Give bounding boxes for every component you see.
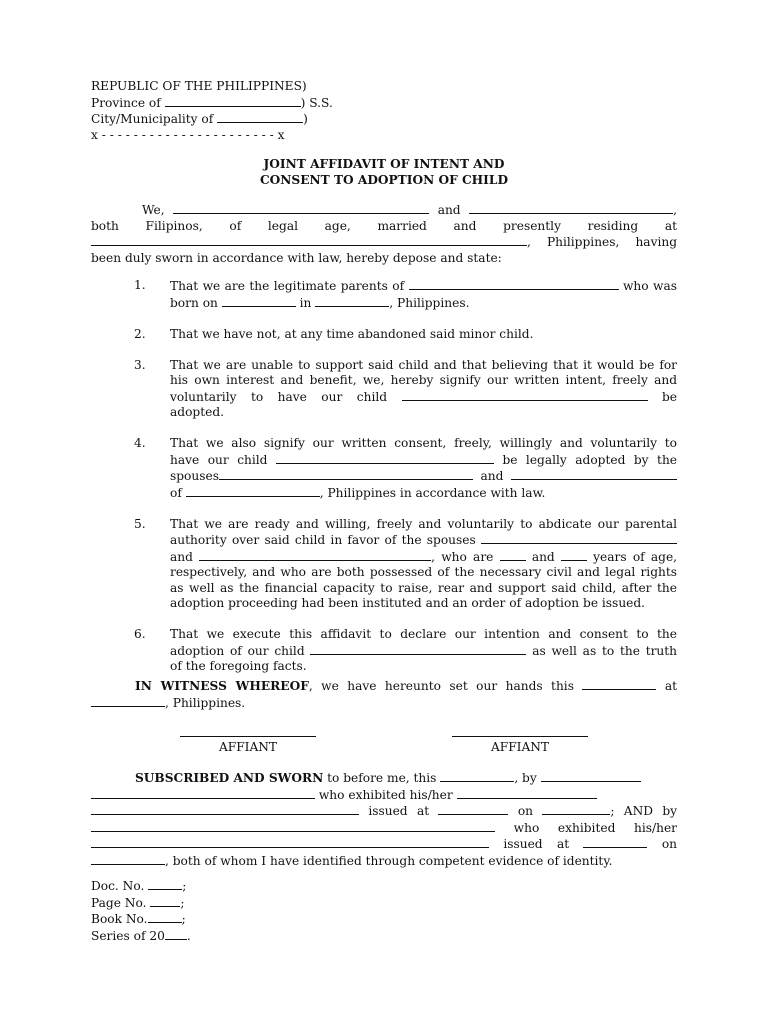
- child-name-blank[interactable]: [409, 278, 619, 290]
- witness-paragraph: IN WITNESS WHEREOF, we have hereunto set our hands this at , Philippines.: [91, 678, 677, 711]
- affiant-signature-2[interactable]: AFFIANT: [452, 736, 588, 756]
- city-line: City/Municipality of ): [91, 112, 308, 126]
- statement-5: 5. That we are ready and willing, freely and voluntarily to abdicate our parental authority over said child in favor of the spouses and , who are and years of age, respectively, and who are both possessed of the necessary civil and legal rights as well as the financial capacity to raise, rear and support said child, after the adoption proceeding had been instituted and an order of adoption be issued.: [134, 516, 678, 610]
- id2-issued-place-blank[interactable]: [583, 836, 647, 848]
- statement-1: 1. That we are the legitimate parents of who was born on in , Philippines.: [134, 278, 678, 310]
- notarial-register: [91, 878, 191, 944]
- document-title: JOINT AFFIDAVIT OF INTENT AND CONSENT TO ADOPTION OF CHILD: [259, 157, 509, 187]
- adopter-residence-blank[interactable]: [186, 485, 320, 497]
- affiant-signature-1[interactable]: AFFIANT: [180, 736, 316, 756]
- residence-blank[interactable]: [91, 234, 527, 246]
- intro-paragraph: We, and , both Filipinos, of legal age, married and presently residing at , Philippines, having been duly sworn in accordance with law, hereby depose and state:: [91, 203, 678, 265]
- child-name-blank-4[interactable]: [276, 452, 494, 464]
- separator-line: x - - - - - - - - - - - - - - - - - - - - - - x: [91, 127, 285, 142]
- affiant2-id-name-blank[interactable]: [91, 820, 495, 832]
- id-issued-date-blank[interactable]: [542, 803, 610, 815]
- doc-no: Doc. No. ;: [91, 879, 187, 893]
- book-no: Book No. ;: [91, 912, 186, 926]
- affiant2-name-blank[interactable]: [469, 202, 673, 214]
- birth-place-blank[interactable]: [315, 295, 389, 307]
- id-issued-place-blank[interactable]: [438, 803, 508, 815]
- city-blank[interactable]: [217, 111, 303, 123]
- book-no-blank[interactable]: [148, 911, 182, 923]
- statement-list: [134, 278, 677, 690]
- page-no-blank[interactable]: [150, 895, 180, 907]
- age2-blank[interactable]: [561, 549, 587, 561]
- page-no: Page No. ;: [91, 895, 185, 910]
- affiant1-name-blank[interactable]: [173, 202, 429, 214]
- sworn-date-blank[interactable]: [440, 770, 514, 782]
- sworn-by-blank[interactable]: [541, 770, 641, 782]
- jurat-paragraph: SUBSCRIBED AND SWORN to before me, this , by who exhibited his/her issued at on ; AND by who exhibited his/her issued at on , both of whom I have identified through competent evidence of identity.: [91, 770, 677, 869]
- province-blank[interactable]: [165, 95, 301, 107]
- statement-4: 4. That we also signify our written consent, freely, willingly and voluntarily to have our child be legally adopted by the spouses and of , Philippines in accordance with law.: [134, 436, 678, 500]
- age1-blank[interactable]: [500, 549, 526, 561]
- id2-number-blank[interactable]: [91, 836, 489, 848]
- series-of: Series of 20 .: [91, 928, 191, 943]
- statement-6: 6. That we execute this affidavit to declare our intention and consent to the adoption of our child as well as to the truth of the foregoing facts.: [134, 627, 678, 673]
- affiant-id-name-blank[interactable]: [91, 787, 315, 799]
- adopter2-name-blank[interactable]: [511, 468, 677, 480]
- series-blank[interactable]: [165, 928, 187, 940]
- spouses-name-blank[interactable]: [481, 532, 677, 544]
- adopter1-name-blank[interactable]: [219, 468, 473, 480]
- id2-issued-date-blank[interactable]: [91, 853, 165, 865]
- doc-no-blank[interactable]: [148, 878, 182, 890]
- statement-2: 2. That we have not, at any time abandoned said minor child.: [134, 326, 534, 341]
- witness-date-blank[interactable]: [582, 678, 656, 690]
- republic-line: REPUBLIC OF THE PHILIPPINES): [91, 79, 307, 93]
- child-name-blank-3[interactable]: [402, 389, 648, 401]
- province-line: Province of ) S.S.: [91, 95, 333, 110]
- id-type-blank[interactable]: [457, 787, 597, 799]
- spouse2-name-blank[interactable]: [199, 549, 431, 561]
- birth-date-blank[interactable]: [222, 295, 296, 307]
- statement-3: 3. That we are unable to support said child and that believing that it would be for his own interest and benefit, we, hereby signify our written intent, freely and voluntarily to have our child be adopted.: [134, 357, 678, 419]
- id-number-blank[interactable]: [91, 803, 359, 815]
- child-name-blank-6[interactable]: [310, 643, 526, 655]
- witness-place-blank[interactable]: [91, 695, 165, 707]
- venue-header: [91, 79, 333, 143]
